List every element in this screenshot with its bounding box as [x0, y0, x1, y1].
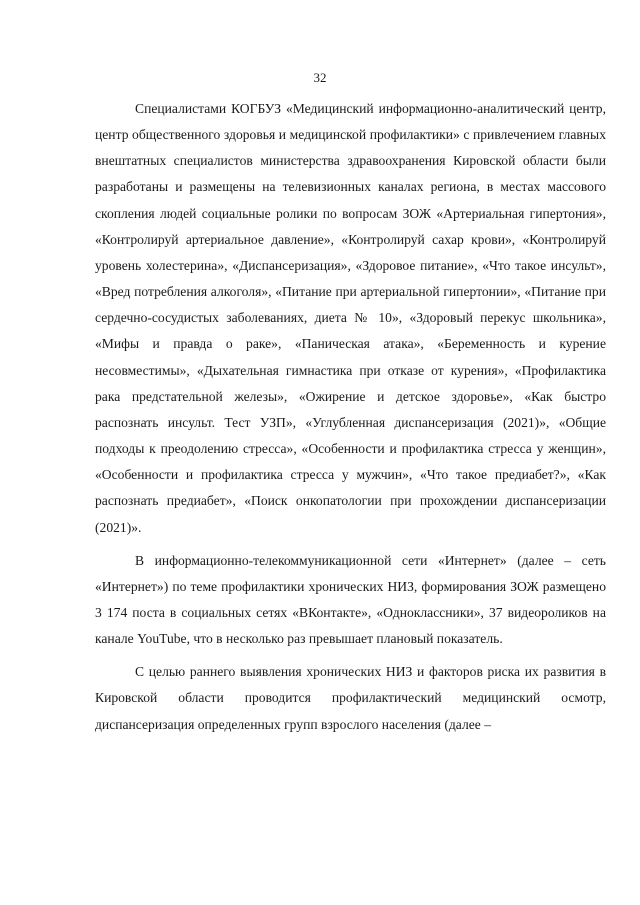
- paragraph-internet-posts: В информационно-телекоммуникационной сети «Интернет» (далее – сеть «Интернет») по теме профилактики хронических НИЗ, формирования ЗОЖ размещено 3 174 поста в социальных сетях «ВКонтакте», «Одноклассники», 37 видеороликов на канале YouTube, что в несколько раз превышает плановый показатель.: [95, 552, 606, 647]
- body-text: [95, 96, 606, 738]
- page-number: 32: [313, 70, 327, 85]
- paragraph-early-detection: С целью раннего выявления хронических НИЗ и факторов риска их развития в Кировской области проводится профилактический медицинский осмотр, диспансеризация определенных групп взрослого населения (далее –: [95, 664, 606, 732]
- paragraph-social-videos: Специалистами КОГБУЗ «Медицинский информационно-аналитический центр, центр общественного здоровья и медицинской профилактики» с привлечением главных внештатных специалистов министерства здравоохранения Кировской области были разработаны и размещены на телевизионных каналах региона, в местах массового скопления людей социальные ролики по вопросам ЗОЖ «Артериальная гипертония», «Контролируй артериальное давление», «Контролируй сахар крови», «Контролируй уровень холестерина», «Диспансеризация», «Здоровое питание», «Что такое инсульт», «Вред потребления алкоголя», «Питание при артериальной гипертонии», «Питание при сердечно-сосудистых заболеваниях, диета № 10», «Здоровый перекус школьника», «Мифы и правда о раке», «Паническая атака», «Беременность и курение несовместимы», «Дыхательная гимнастика при отказе от курения», «Профилактика рака предстательной железы», «Ожирение и детское здоровье», «Как быстро распознать инсульт. Тест УЗП», «Углубленная диспансеризация (2021)», «Общие подходы к преодолению стресса», «Особенности и профилактика стресса у женщин», «Особенности и профилактика стресса у мужчин», «Что такое предиабет?», «Как распознать предиабет», «Поиск онкопатологии при прохождении диспансеризации (2021)».: [95, 101, 606, 535]
